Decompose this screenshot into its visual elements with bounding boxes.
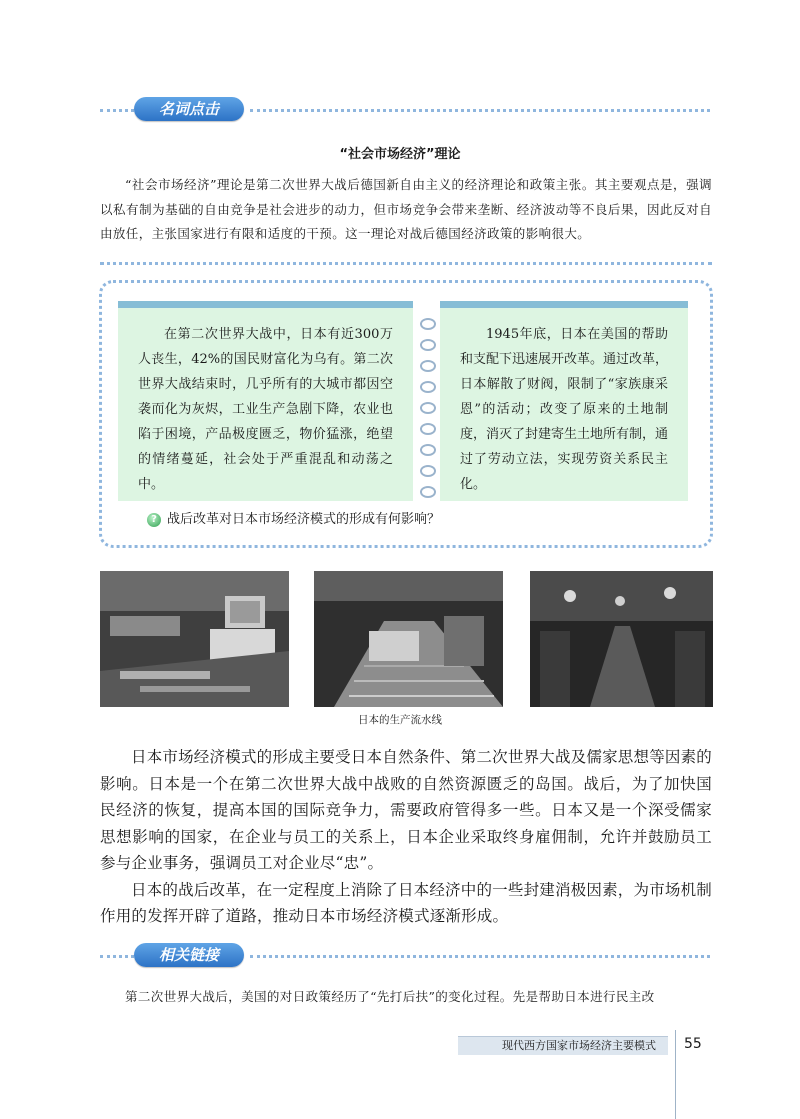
- related-tag: 相关链接: [134, 943, 244, 967]
- binding-ring: [420, 465, 436, 477]
- material-right-text: 1945年底，日本在美国的帮助和支配下迅速展开改革。通过改革，日本解散了财阀，限制了“家族康采恩”的活动；改变了原来的土地制度，消灭了封建寄生土地所有制，通过了劳动立法，实现劳资关系民主化。: [460, 327, 669, 492]
- binding-ring: [420, 486, 436, 498]
- main-body: [100, 744, 712, 930]
- footer-book-title: 现代西方国家市场经济主要模式: [458, 1036, 668, 1055]
- footer-vertical-rule: [675, 1030, 676, 1119]
- binding-ring: [420, 381, 436, 393]
- photo-assembly-line-3: [530, 571, 713, 707]
- binding-ring: [420, 444, 436, 456]
- photo-assembly-line-2: [314, 571, 503, 707]
- main-paragraph-2: 日本的战后改革，在一定程度上消除了日本经济中的一些封建消极因素，为市场机制作用的发挥开辟了道路，推动日本市场经济模式逐渐形成。: [100, 880, 712, 925]
- binding-ring: [420, 339, 436, 351]
- material-left-text: 在第二次世界大战中，日本有近300万人丧生，42%的国民财富化为乌有。第二次世界大战结束时，几乎所有的大城市都因空袭而化为灰烬，工业生产急剧下降，农业也陷于困境，产品极度匮乏，物价猛涨，绝望的情绪蔓延，社会处于严重混乱和动荡之中。: [138, 327, 393, 492]
- main-paragraph-1: 日本市场经济模式的形成主要受日本自然条件、第二次世界大战及儒家思想等因素的影响。日本是一个在第二次世界大战中战败的自然资源匮乏的岛国。战后，为了加快国民经济的恢复，提高本国的国际竞争力，需要政府管得多一些。日本又是一个深受儒家思想影响的国家，在企业与员工的关系上，日本企业采取终身雇佣制，允许并鼓励员工参与企业事务，强调员工对企业尽“忠”。: [100, 748, 712, 872]
- binding-ring: [420, 402, 436, 414]
- related-dotted-rule-right: [250, 955, 710, 958]
- glossary-text: “社会市场经济”理论是第二次世界大战后德国新自由主义的经济理论和政策主张。其主要观点是，强调以私有制为基础的自由竞争是社会进步的动力，但市场竞争会带来垄断、经济波动等不良后果，因此反对自由放任，主张国家进行有限和适度的干预。这一理论对战后德国经济政策的影响很大。: [100, 177, 712, 241]
- glossary-dotted-rule-right: [250, 109, 710, 112]
- related-dotted-rule-left: [100, 955, 134, 958]
- photo-caption: 日本的生产流水线: [358, 714, 442, 726]
- material-question: 战后改革对日本市场经济模式的形成有何影响？: [167, 512, 441, 527]
- glossary-tag: 名词点击: [134, 97, 244, 121]
- page-number: 55: [684, 1036, 702, 1052]
- section-divider: [100, 262, 712, 265]
- binding-ring: [420, 360, 436, 372]
- binding-ring: [420, 318, 436, 330]
- material-left-column: [118, 301, 413, 501]
- photo-assembly-line-1: [100, 571, 289, 707]
- binding-ring: [420, 423, 436, 435]
- question-icon: ?: [147, 513, 161, 527]
- glossary-dotted-rule-left: [100, 109, 134, 112]
- material-right-column: [440, 301, 688, 501]
- glossary-title: “社会市场经济”理论: [339, 147, 461, 162]
- related-text: 第二次世界大战后，美国的对日政策经历了“先打后扶”的变化过程。先是帮助日本进行民主改: [125, 989, 655, 1004]
